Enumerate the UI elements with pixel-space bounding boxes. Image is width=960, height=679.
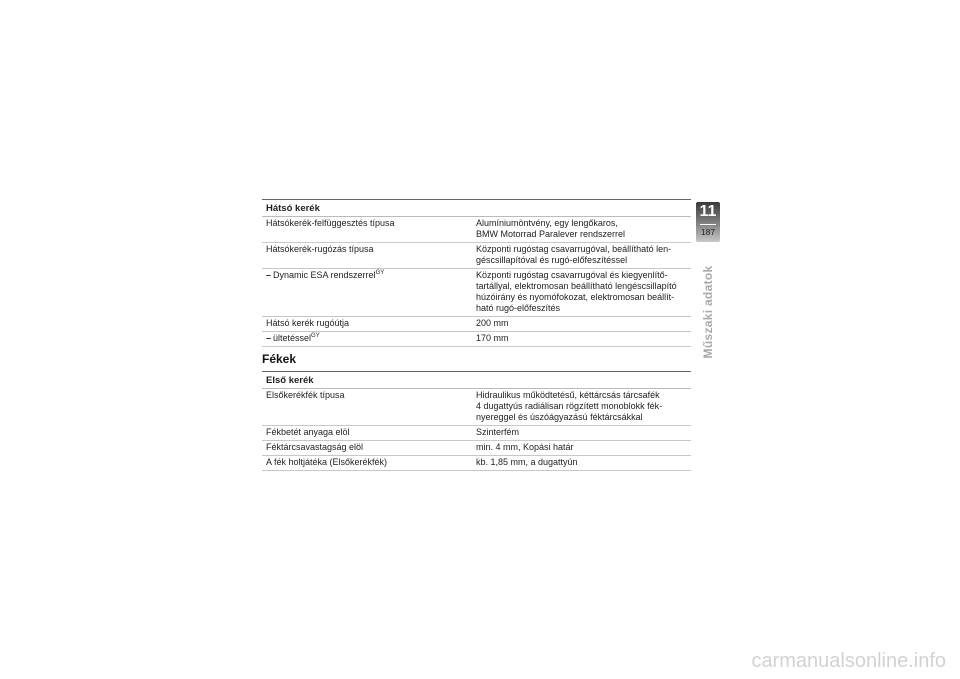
row-value	[472, 269, 691, 316]
row-label	[262, 217, 472, 242]
row-value	[472, 441, 691, 455]
chapter-number: 11	[699, 203, 717, 220]
brakes-heading: Fékek	[262, 352, 297, 366]
row-label	[262, 456, 472, 470]
dash-marker: –	[266, 333, 272, 343]
row-value	[472, 243, 691, 268]
row-value-line: géscsillapítóval és rugó-előfeszítéssel	[476, 255, 628, 265]
table-row	[262, 389, 691, 426]
table-row	[262, 269, 691, 317]
row-label	[262, 426, 472, 440]
table-row	[262, 332, 691, 347]
rear-wheel-table	[262, 217, 691, 347]
row-value-line: min. 4 mm, Kopási határ	[476, 442, 574, 452]
rear-wheel-section	[262, 199, 691, 347]
row-label-text: ültetéssel	[273, 333, 312, 343]
row-value-line: Alumíniumöntvény, egy lengőkaros,	[476, 218, 618, 228]
row-label-text: Féktárcsavastagság elöl	[266, 442, 364, 452]
row-value	[472, 426, 691, 440]
row-value	[472, 456, 691, 470]
row-label	[262, 389, 472, 425]
row-value-line: húzóirány és nyomófokozat, elektromosan beállít-	[476, 292, 675, 302]
chapter-tab	[696, 202, 720, 242]
row-label-text: A fék holtjátéka (Elsőkerékfék)	[266, 457, 388, 467]
row-label-text: Hátsókerék-rugózás típusa	[266, 244, 374, 254]
table-row	[262, 243, 691, 269]
row-label	[262, 243, 472, 268]
row-value	[472, 217, 691, 242]
row-value	[472, 332, 691, 346]
chapter-divider	[700, 224, 716, 225]
table-row	[262, 217, 691, 243]
front-wheel-section	[262, 371, 691, 471]
chapter-side-title: Műszaki adatok	[701, 265, 715, 359]
row-value-line: BMW Motorrad Paralever rendszerrel	[476, 229, 626, 239]
row-value	[472, 389, 691, 425]
rear-wheel-title: Hátsó kerék	[262, 199, 691, 217]
watermark: carmanualsonline.info	[751, 650, 946, 672]
table-row	[262, 456, 691, 471]
row-value-line: 4 dugattyús radiálisan rögzített monoblokk fék-	[476, 401, 663, 411]
row-value	[472, 317, 691, 331]
page-number: 187	[700, 227, 716, 237]
row-value-line: Központi rugóstag csavarrugóval, beállítható len-	[476, 244, 672, 254]
row-value-line: Központi rugóstag csavarrugóval és kiegyenlítő-	[476, 270, 668, 280]
row-label	[262, 441, 472, 455]
row-label-text: Elsőkerékfék típusa	[266, 390, 345, 400]
table-row	[262, 441, 691, 456]
row-label-text: Hátsókerék-felfüggesztés típusa	[266, 218, 395, 228]
row-value-line: tartállyal, elektromosan beállítható lengéscsillapító	[476, 281, 677, 291]
superscript-marker: GY	[375, 270, 385, 276]
row-label	[262, 317, 472, 331]
row-value-line: 170 mm	[476, 333, 509, 343]
row-label-text: Dynamic ESA rendszerrel	[273, 270, 376, 280]
row-value-line: Hidraulikus működtetésű, kéttárcsás tárcsafék	[476, 390, 660, 400]
dash-marker: –	[266, 270, 272, 280]
table-row	[262, 317, 691, 332]
row-value-line: ható rugó-előfeszítés	[476, 303, 561, 313]
row-label	[262, 332, 472, 346]
row-label-text: Hátsó kerék rugóútja	[266, 318, 350, 328]
row-label-text: Fékbetét anyaga elöl	[266, 427, 350, 437]
row-value-line: kb. 1,85 mm, a dugattyún	[476, 457, 578, 467]
row-value-line: Szinterfém	[476, 427, 520, 437]
row-label	[262, 269, 472, 316]
row-value-line: 200 mm	[476, 318, 509, 328]
front-wheel-title: Első kerék	[262, 371, 691, 389]
table-row	[262, 426, 691, 441]
front-wheel-table	[262, 389, 691, 471]
row-value-line: nyereggel és úszóágyazású féktárcsákkal	[476, 412, 643, 422]
superscript-marker: GY	[311, 333, 320, 339]
